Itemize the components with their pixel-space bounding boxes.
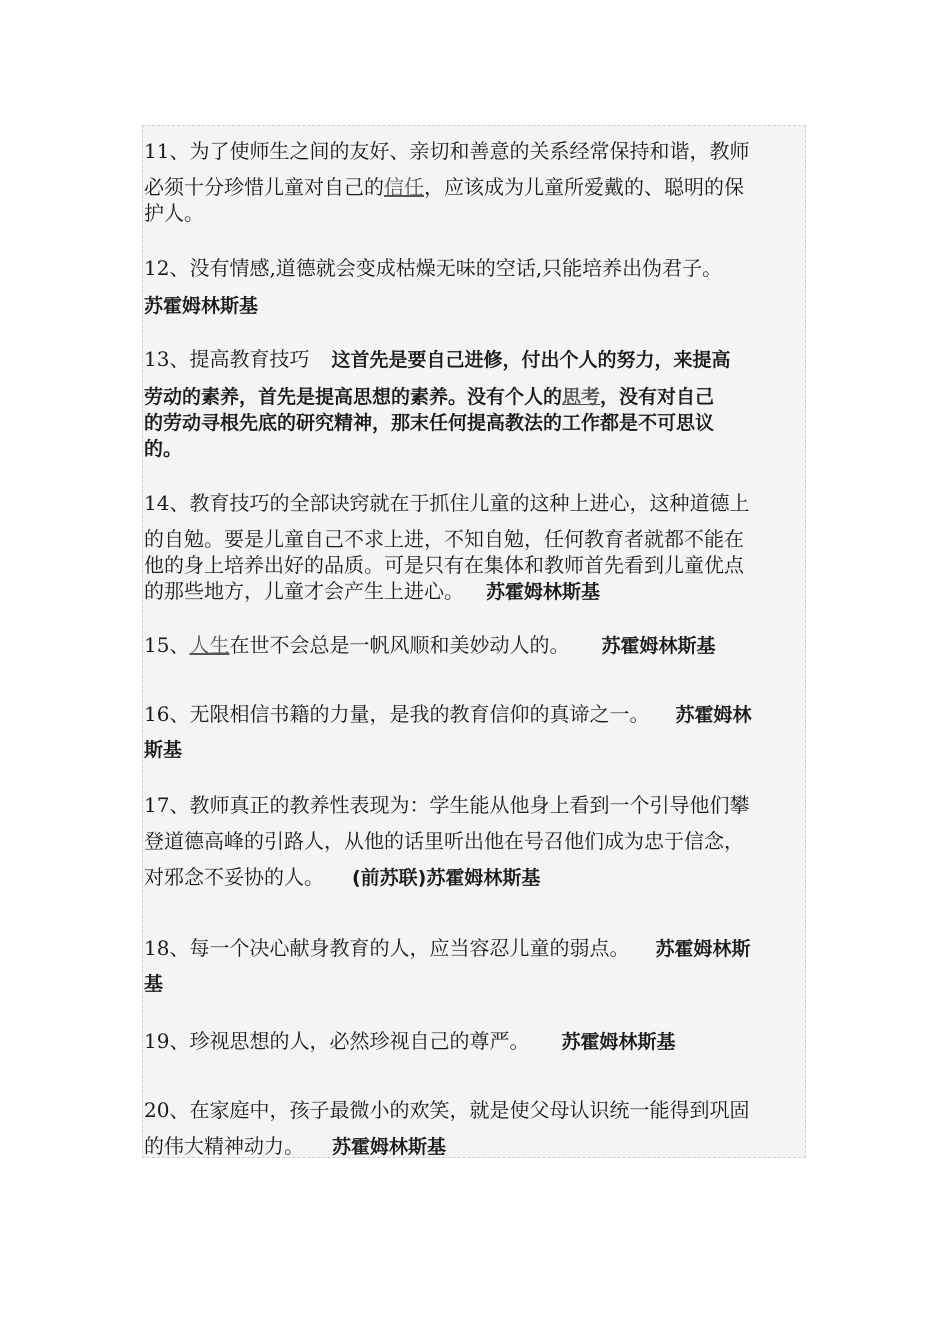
quote-text: ，没有对自己 bbox=[600, 386, 715, 408]
life-link[interactable]: 人生 bbox=[189, 633, 230, 657]
quote-author: 苏霍姆林斯 bbox=[655, 938, 751, 960]
quote-text: 、教师真正的教养性表现为：学生能从他身上看到一个引导他们攀 bbox=[169, 793, 750, 817]
quote-text: 必须十分珍惜儿童对自己的 bbox=[144, 175, 384, 199]
quote-text: 对邪念不妥协的人。 bbox=[144, 865, 324, 889]
quote-20 bbox=[144, 1097, 808, 1159]
quote-text: 的自勉。要是儿童自己不求上进，不知自勉，任何教育者就都不能在 bbox=[144, 527, 744, 551]
quote-text: 他的身上培养出好的品质。可是只有在集体和教师首先看到儿童优点 bbox=[144, 553, 744, 577]
quote-text: 、每一个决心献身教育的人，应当容忍儿童的弱点。 bbox=[169, 936, 630, 960]
quote-heading: 、提高教育技巧 bbox=[169, 347, 310, 371]
quote-text: 劳动的素养，首先是提高思想的素养。没有个人的 bbox=[144, 386, 563, 408]
quote-text: 、为了使师生之间的友好、亲切和善意的关系经常保持和谐，教师 bbox=[169, 139, 750, 163]
quote-14 bbox=[144, 490, 808, 604]
quote-16 bbox=[144, 701, 808, 763]
thinking-link[interactable]: 思考 bbox=[562, 386, 601, 408]
quote-author: 苏霍姆林 bbox=[675, 704, 752, 726]
quote-number: 20 bbox=[144, 1098, 170, 1122]
quote-number: 18 bbox=[144, 936, 170, 960]
quote-17 bbox=[144, 792, 808, 890]
quote-number: 16 bbox=[144, 702, 170, 726]
quote-number: 15 bbox=[144, 633, 170, 657]
quote-11 bbox=[144, 138, 808, 226]
quote-text: 、 bbox=[169, 633, 190, 657]
quote-text: ，应该成为儿童所爱戴的、聪明的保 bbox=[424, 175, 744, 199]
quote-number: 14 bbox=[144, 491, 170, 515]
quote-12 bbox=[144, 255, 808, 319]
quote-number: 19 bbox=[144, 1029, 170, 1053]
quote-text: 、珍视思想的人，必然珍视自己的尊严。 bbox=[169, 1029, 530, 1053]
quote-author: 苏霍姆林斯基 bbox=[486, 581, 601, 603]
quote-13 bbox=[144, 346, 808, 462]
quote-text: 这首先是要自己进修，付出个人的努力，来提高 bbox=[331, 349, 731, 371]
quote-text: 的。 bbox=[144, 438, 183, 460]
quote-author: (前苏联)苏霍姆林斯基 bbox=[352, 867, 541, 889]
quote-number: 11 bbox=[144, 139, 170, 163]
quote-author: 苏霍姆林斯基 bbox=[601, 635, 716, 657]
quote-text: 在世不会总是一帆风顺和美妙动人的。 bbox=[229, 633, 570, 657]
quote-text: 的那些地方，儿童才会产生上进心。 bbox=[144, 579, 464, 603]
quote-text: 、在家庭中，孩子最微小的欢笑，就是使父母认识统一能得到巩固 bbox=[169, 1098, 750, 1122]
quote-author: 基 bbox=[144, 973, 164, 995]
quote-number: 17 bbox=[144, 793, 170, 817]
quote-text: 、无限相信书籍的力量，是我的教育信仰的真谛之一。 bbox=[169, 702, 650, 726]
quote-number: 12 bbox=[144, 256, 170, 280]
quote-text: 护人。 bbox=[144, 201, 204, 225]
quote-number: 13 bbox=[144, 347, 170, 371]
quote-text: 的劳动寻根先底的研究精神，那末任何提高教法的工作都是不可思议 bbox=[144, 412, 715, 434]
quote-author: 苏霍姆林斯基 bbox=[561, 1031, 676, 1053]
quote-author: 苏霍姆林斯基 bbox=[144, 295, 259, 317]
quote-text: 的伟大精神动力。 bbox=[144, 1134, 304, 1158]
quote-18 bbox=[144, 935, 808, 997]
quote-text: 、没有情感,道德就会变成枯燥无味的空话,只能培养出伪君子。 bbox=[169, 256, 723, 280]
quote-text: 登道德高峰的引路人，从他的话里听出他在号召他们成为忠于信念， bbox=[144, 829, 744, 853]
trust-link[interactable]: 信任 bbox=[384, 175, 424, 199]
quote-19 bbox=[144, 1028, 808, 1054]
quote-author: 斯基 bbox=[144, 739, 183, 761]
quote-15 bbox=[144, 632, 808, 658]
quote-author: 苏霍姆林斯基 bbox=[332, 1136, 447, 1158]
quote-text: 、教育技巧的全部诀窍就在于抓住儿童的这种上进心，这种道德上 bbox=[169, 491, 750, 515]
